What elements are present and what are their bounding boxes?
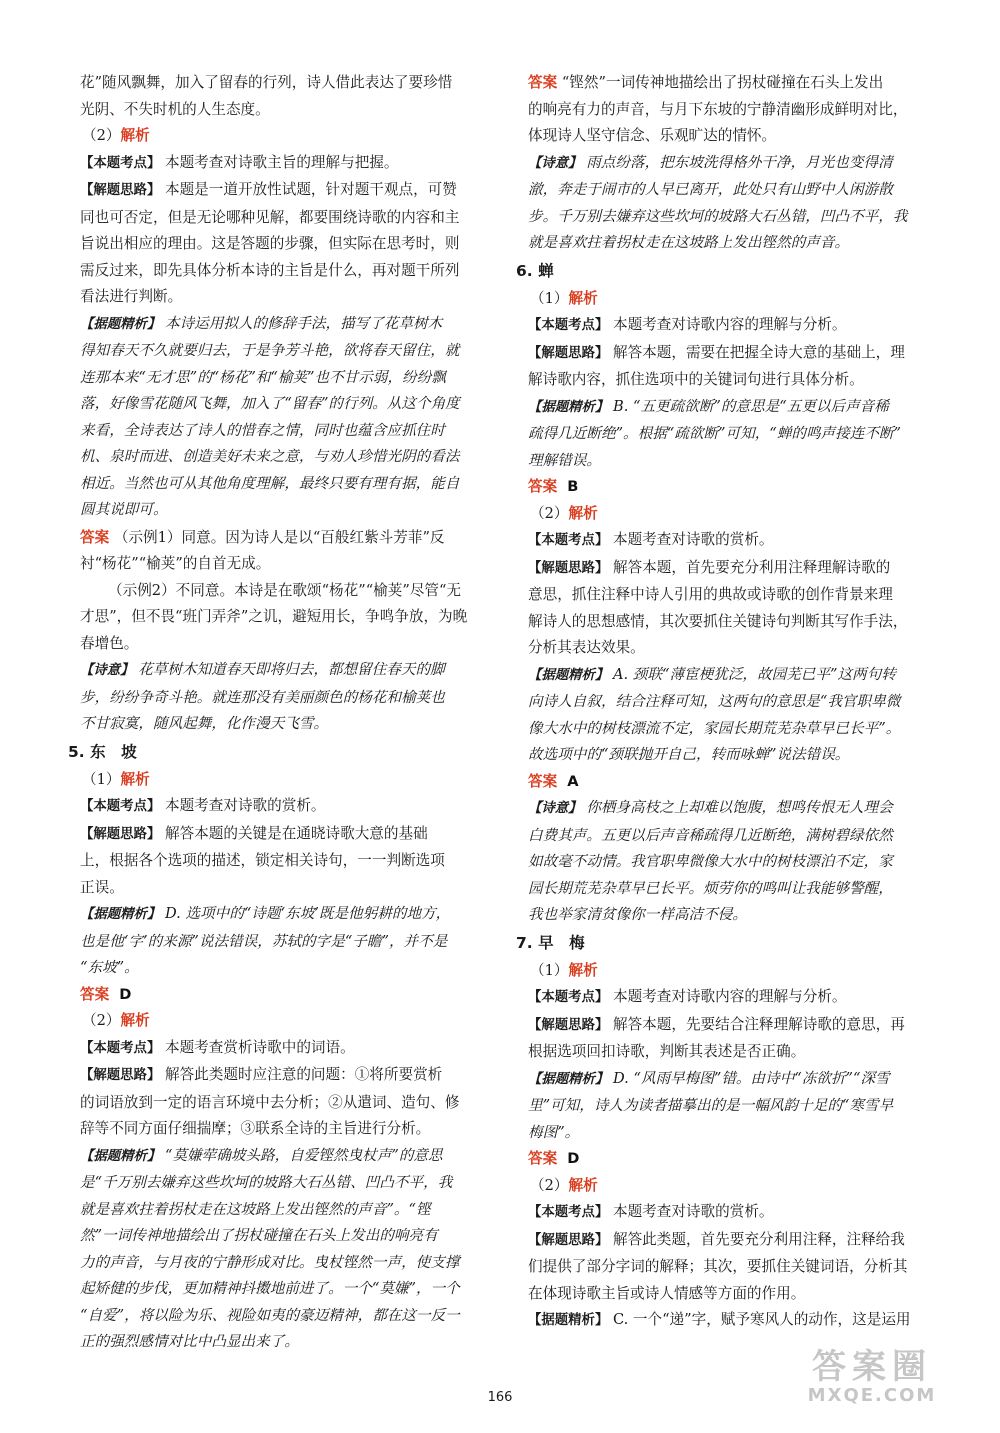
poem-meaning: 【 诗意 】 雨点纷落，把东坡洗得格外干净，月光也变得清 bbox=[528, 150, 928, 178]
section-tag: 【 本题考点 】 bbox=[80, 156, 160, 171]
text-line: 澈，奔走于闹市的人早已离开，此处只有山野中人闲游散 bbox=[528, 181, 893, 198]
text-line: 疏得几近断绝”。根据“疏欲断”可知，“蝉的鸣声接连不断” bbox=[528, 425, 901, 442]
section-tag: 【 解题思路 】 bbox=[528, 346, 608, 361]
text-line: “自爱”，将以险为乐、视险如夷的豪迈精神，都在这一反一 bbox=[80, 1306, 460, 1324]
subquestion-header: （2）解析 bbox=[530, 1176, 598, 1194]
analysis-label: 解析 bbox=[568, 961, 598, 979]
answer-value: A bbox=[567, 772, 579, 790]
text-line: 梅图”。 bbox=[528, 1123, 580, 1141]
analysis-label: 解析 bbox=[120, 770, 150, 788]
section-tag: 【 本题考点 】 bbox=[80, 1041, 160, 1056]
section-tag: 【 据题精析 】 bbox=[528, 400, 608, 415]
text-line: 根据选项回扣诗歌，判断其表述是否正确。 bbox=[528, 1043, 806, 1060]
subquestion-header: （1）解析 bbox=[530, 961, 598, 979]
answer-label: 答案 bbox=[528, 1150, 558, 1167]
text-line: 正的强烈感情对比中凸显出来了。 bbox=[80, 1333, 299, 1350]
subquestion-header: （2）解析 bbox=[82, 1012, 150, 1029]
answer-line bbox=[528, 474, 928, 501]
text-line: 落，好像雪花随风飞舞，加入了“留春”的行列。从这个角度 bbox=[80, 395, 460, 412]
answer-value: B bbox=[567, 478, 579, 495]
text-line: 解诗歌内容，抓住选项中的关键词句进行具体分析。 bbox=[528, 371, 864, 388]
section-heading: 6. 蝉 bbox=[516, 261, 554, 280]
analysis-label: 解析 bbox=[120, 1012, 150, 1029]
text-line: 是“千万别去嫌弃这些坎坷的坡路大石丛错、凹凸不平，我 bbox=[80, 1174, 453, 1191]
answer-label: 答案 bbox=[80, 528, 110, 546]
analysis-label: 解析 bbox=[568, 504, 598, 522]
section-tag: 【 解题思路 】 bbox=[528, 561, 608, 576]
exam-point: 【 本题考点 】 本题考查对诗歌主旨的理解与把握。 bbox=[80, 150, 478, 178]
text-line: 正误。 bbox=[80, 878, 124, 896]
solution-approach: 【 解题思路 】 解答此类题，首先要充分利用注释，注释给我 bbox=[528, 1227, 928, 1255]
detailed-analysis: 【 据题精析 】 “莫嫌荦确坡头路，自爱铿然曳杖声”的意思 bbox=[80, 1143, 478, 1171]
poem-meaning: 【 诗意 】 花草树木知道春天即将归去，都想留住春天的脚 bbox=[80, 657, 478, 685]
subquestion-header: （2）解析 bbox=[530, 504, 598, 522]
text-line: 解诗人的思想感情，其次要抓住关键诗句判断其写作手法， bbox=[528, 612, 908, 630]
right-column bbox=[516, 70, 928, 1335]
exam-point: 【 本题考点 】 本题考查对诗歌的赏析。 bbox=[528, 1199, 928, 1227]
analysis-label: 解析 bbox=[120, 127, 150, 144]
text-line: 也是他‘字’的来源”说法错误，苏轼的字是“子瞻”，并不是 bbox=[80, 932, 448, 950]
answer-label: 答案 bbox=[528, 478, 558, 495]
text-line: 机、泉时而进、创造美好未来之意，与劝人珍惜光阴的看法 bbox=[80, 448, 460, 465]
answer-line bbox=[80, 982, 478, 1009]
exam-point: 【 本题考点 】 本题考查对诗歌的赏析。 bbox=[80, 793, 478, 821]
poem-meaning: 【 诗意 】 你栖身高枝之上却难以饱腹，想鸣传恨无人理会 bbox=[528, 795, 928, 823]
section-tag: 【 本题考点 】 bbox=[528, 533, 608, 548]
detailed-analysis: 【 据题精析 】 本诗运用拟人的修辞手法，描写了花草树木 bbox=[80, 311, 478, 339]
text-line: “东坡”。 bbox=[80, 959, 139, 976]
text-line: 得知春天不久就要归去，于是争芳斗艳，欲将春天留住，就 bbox=[80, 342, 460, 359]
text-line: 衬“杨花”“榆荚”的自首无成。 bbox=[80, 555, 271, 572]
answer-value: D bbox=[119, 985, 132, 1003]
detailed-analysis: 【 据题精析 】 D. 选项中的“诗题‘东坡’既是他躬耕的地方， bbox=[80, 901, 478, 929]
text-line: （示例2）不同意。本诗是在歌颂“杨花”“榆荚”尽管“无 bbox=[108, 581, 462, 599]
text-line: 就是喜欢拄着拐杖走在这坡路上发出铿然的声音”。“铿 bbox=[80, 1200, 431, 1218]
section-tag: 【 本题考点 】 bbox=[528, 990, 608, 1005]
section-heading: 7. 早 梅 bbox=[516, 933, 585, 952]
answer-label: 答案 bbox=[528, 74, 558, 91]
detailed-analysis: 【 据题精析 】 C. 一个“递”字，赋予寒风人的动作，这是运用 bbox=[528, 1307, 928, 1335]
text-line: 同也可否定，但是无论哪种见解，都要围绕诗歌的内容和主 bbox=[80, 208, 460, 226]
text-line: 步。千万别去嫌弃这些坎坷的坡路大石丛错，凹凸不平，我 bbox=[528, 207, 908, 225]
text-line: 们提供了部分字词的解释；其次，要抓住关键词语，分析其 bbox=[528, 1258, 908, 1275]
text-line: 步，纷纷争奇斗艳。就连那没有美丽颜色的杨花和榆荚也 bbox=[80, 688, 445, 706]
section-tag: 【 据题精析 】 bbox=[80, 1149, 160, 1164]
subquestion-header: （1）解析 bbox=[82, 770, 150, 788]
watermark-text: 答案圈 bbox=[812, 1347, 932, 1387]
text-line: 圆其说即可。 bbox=[80, 501, 168, 518]
text-line: 白费其声。五更以后声音稀疏得几近断绝，满树碧绿依然 bbox=[528, 826, 893, 844]
text-line: 来看，全诗表达了诗人的惜春之情，同时也蕴含应抓住时 bbox=[80, 421, 445, 439]
text-line: 不甘寂寞，随风起舞，化作漫天飞雪。 bbox=[80, 715, 329, 732]
text-line: 力的声音，与月夜的宁静形成对比。曳杖铿然一声，使支撑 bbox=[80, 1253, 460, 1271]
section-tag: 【 解题思路 】 bbox=[80, 183, 160, 198]
section-tag: 【 诗意 】 bbox=[80, 663, 134, 678]
text-line: 像大水中的树枝漂流不定，家园长期荒芜杂草早已长平”。 bbox=[528, 719, 901, 737]
solution-approach: 【 解题思路 】 本题是一道开放性试题，针对题干观点，可赞 bbox=[80, 177, 478, 205]
answer-value: D bbox=[567, 1150, 580, 1167]
text-line: 分析其表达效果。 bbox=[528, 639, 645, 656]
section-tag: 【 诗意 】 bbox=[528, 156, 582, 171]
text-line: 旨说出相应的理由。这是答题的步骤，但实际在思考时，则 bbox=[80, 235, 460, 252]
exam-point: 【 本题考点 】 本题考查赏析诗歌中的词语。 bbox=[80, 1035, 478, 1063]
left-column bbox=[68, 70, 478, 1356]
text-line: 我也举家清贫像你一样高洁不侵。 bbox=[528, 906, 747, 923]
text-line: 向诗人自叙，结合注释可知，这两句的意思是“我官职卑微 bbox=[528, 693, 901, 710]
solution-approach: 【 解题思路 】 解答此类题时应注意的问题：①将所要赏析 bbox=[80, 1062, 478, 1090]
detailed-analysis: 【 据题精析 】 A. 颈联“薄宦梗犹泛，故园芜已平”这两句转 bbox=[528, 662, 928, 690]
text-line: 园长期荒芜杂草早已长平。烦劳你的鸣叫让我能够警醒， bbox=[528, 879, 893, 897]
text-line: 在体现诗歌主旨或诗人情感等方面的作用。 bbox=[528, 1284, 806, 1302]
text-line: 辞等不同方面仔细揣摩；③联系全诗的主旨进行分析。 bbox=[80, 1120, 431, 1137]
text-line: 理解错误。 bbox=[528, 451, 601, 469]
text-line: 起矫健的步伐，更加精神抖擞地前进了。一个“莫嫌”，一个 bbox=[80, 1280, 460, 1297]
solution-approach: 【 解题思路 】 解答本题的关键是在通晓诗歌大意的基础 bbox=[80, 821, 478, 849]
detailed-analysis: 【 据题精析 】 B. “五更疏欲断”的意思是“五更以后声音稀 bbox=[528, 394, 928, 422]
text-line: 看法进行判断。 bbox=[80, 288, 183, 305]
text-line: 春增色。 bbox=[80, 634, 139, 652]
subquestion-header: （2）解析 bbox=[82, 127, 150, 144]
text-line: 相近。当然也可从其他角度理解，最终只要有理有据，能自 bbox=[80, 474, 460, 492]
page-number: 166 bbox=[487, 1390, 513, 1405]
section-tag: 【 本题考点 】 bbox=[80, 799, 160, 814]
exam-point: 【 本题考点 】 本题考查对诗歌的赏析。 bbox=[528, 527, 928, 555]
answer-line bbox=[528, 769, 928, 796]
text-line: 花”随风飘舞，加入了留春的行列，诗人借此表达了要珍惜 bbox=[80, 74, 453, 91]
text-line: 上，根据各个选项的描述，锁定相关诗句，一一判断选项 bbox=[80, 852, 445, 869]
text-line: 才思”，但不畏“班门弄斧”之讥，避短用长，争鸣争放，为晚 bbox=[80, 608, 468, 625]
subquestion-header: （1）解析 bbox=[530, 289, 598, 307]
answer-line bbox=[528, 1146, 928, 1173]
section-tag: 【 解题思路 】 bbox=[528, 1233, 608, 1248]
text-line: 体现诗人坚守信念、乐观旷达的情怀。 bbox=[528, 127, 777, 144]
section-tag: 【 解题思路 】 bbox=[528, 1018, 608, 1033]
text-line: 的词语放到一定的语言环境中去分析；②从遣词、造句、修 bbox=[80, 1093, 460, 1111]
analysis-label: 解析 bbox=[568, 1176, 598, 1194]
text-line: 需反过来，即先具体分析本诗的主旨是什么，再对题干所列 bbox=[80, 261, 460, 279]
exam-point: 【 本题考点 】 本题考查对诗歌内容的理解与分析。 bbox=[528, 312, 928, 340]
text-line: 连那本来“无才思”的“杨花”和“榆荚”也不甘示弱，纷纷飘 bbox=[80, 368, 446, 386]
answer-line: 答案 “铿然”一词传神地描绘出了拐杖碰撞在石头上发出 bbox=[528, 74, 884, 91]
section-tag: 【 解题思路 】 bbox=[80, 827, 160, 842]
analysis-label: 解析 bbox=[568, 289, 598, 307]
section-tag: 【 据题精析 】 bbox=[80, 907, 160, 922]
answer-label: 答案 bbox=[80, 985, 110, 1003]
section-tag: 【 据题精析 】 bbox=[80, 317, 160, 332]
section-tag: 【 据题精析 】 bbox=[528, 1072, 608, 1087]
text-line: 里”可知，诗人为读者描摹出的是一幅风韵十足的“寒雪早 bbox=[528, 1097, 894, 1114]
solution-approach: 【 解题思路 】 解答本题，首先要充分利用注释理解诗歌的 bbox=[528, 555, 928, 583]
text-line: 就是喜欢拄着拐杖走在这坡路上发出铿然的声音。 bbox=[528, 234, 850, 251]
answer-label: 答案 bbox=[528, 772, 558, 790]
section-tag: 【 据题精析 】 bbox=[528, 1313, 608, 1328]
text-line: 意思，抓住注释中诗人引用的典故或诗歌的创作背景来理 bbox=[528, 586, 893, 603]
text-line: 的响亮有力的声音，与月下东坡的宁静清幽形成鲜明对比， bbox=[528, 100, 908, 118]
section-tag: 【 本题考点 】 bbox=[528, 318, 608, 333]
section-tag: 【 本题考点 】 bbox=[528, 1205, 608, 1220]
section-heading: 5. 东 坡 bbox=[68, 742, 137, 761]
detailed-analysis: 【 据题精析 】 D. “风雨早梅图”错。由诗中“冻欲折”“深雪 bbox=[528, 1066, 928, 1094]
watermark-logo bbox=[772, 1349, 972, 1411]
text-line: 然”一词传神地描绘出了拐杖碰撞在石头上发出的响亮有 bbox=[80, 1227, 438, 1244]
section-tag: 【 据题精析 】 bbox=[528, 668, 608, 683]
text-line: 故选项中的“颈联抛开自己，转而咏蝉”说法错误。 bbox=[528, 746, 850, 763]
section-tag: 【 诗意 】 bbox=[528, 801, 582, 816]
text-line: 光阴、不失时机的人生态度。 bbox=[80, 100, 270, 118]
solution-approach: 【 解题思路 】 解答本题，需要在把握全诗大意的基础上，理 bbox=[528, 340, 928, 368]
watermark-url: MXQE.COM bbox=[807, 1385, 937, 1406]
answer-line: 答案 （示例1）同意。因为诗人是以“百般红紫斗芳菲”反 bbox=[80, 528, 445, 546]
text-line: 如故毫不动情。我官职卑微像大水中的树枝漂泊不定，家 bbox=[528, 853, 893, 870]
section-tag: 【 解题思路 】 bbox=[80, 1068, 160, 1083]
exam-point: 【 本题考点 】 本题考查对诗歌内容的理解与分析。 bbox=[528, 984, 928, 1012]
solution-approach: 【 解题思路 】 解答本题，先要结合注释理解诗歌的意思，再 bbox=[528, 1012, 928, 1040]
